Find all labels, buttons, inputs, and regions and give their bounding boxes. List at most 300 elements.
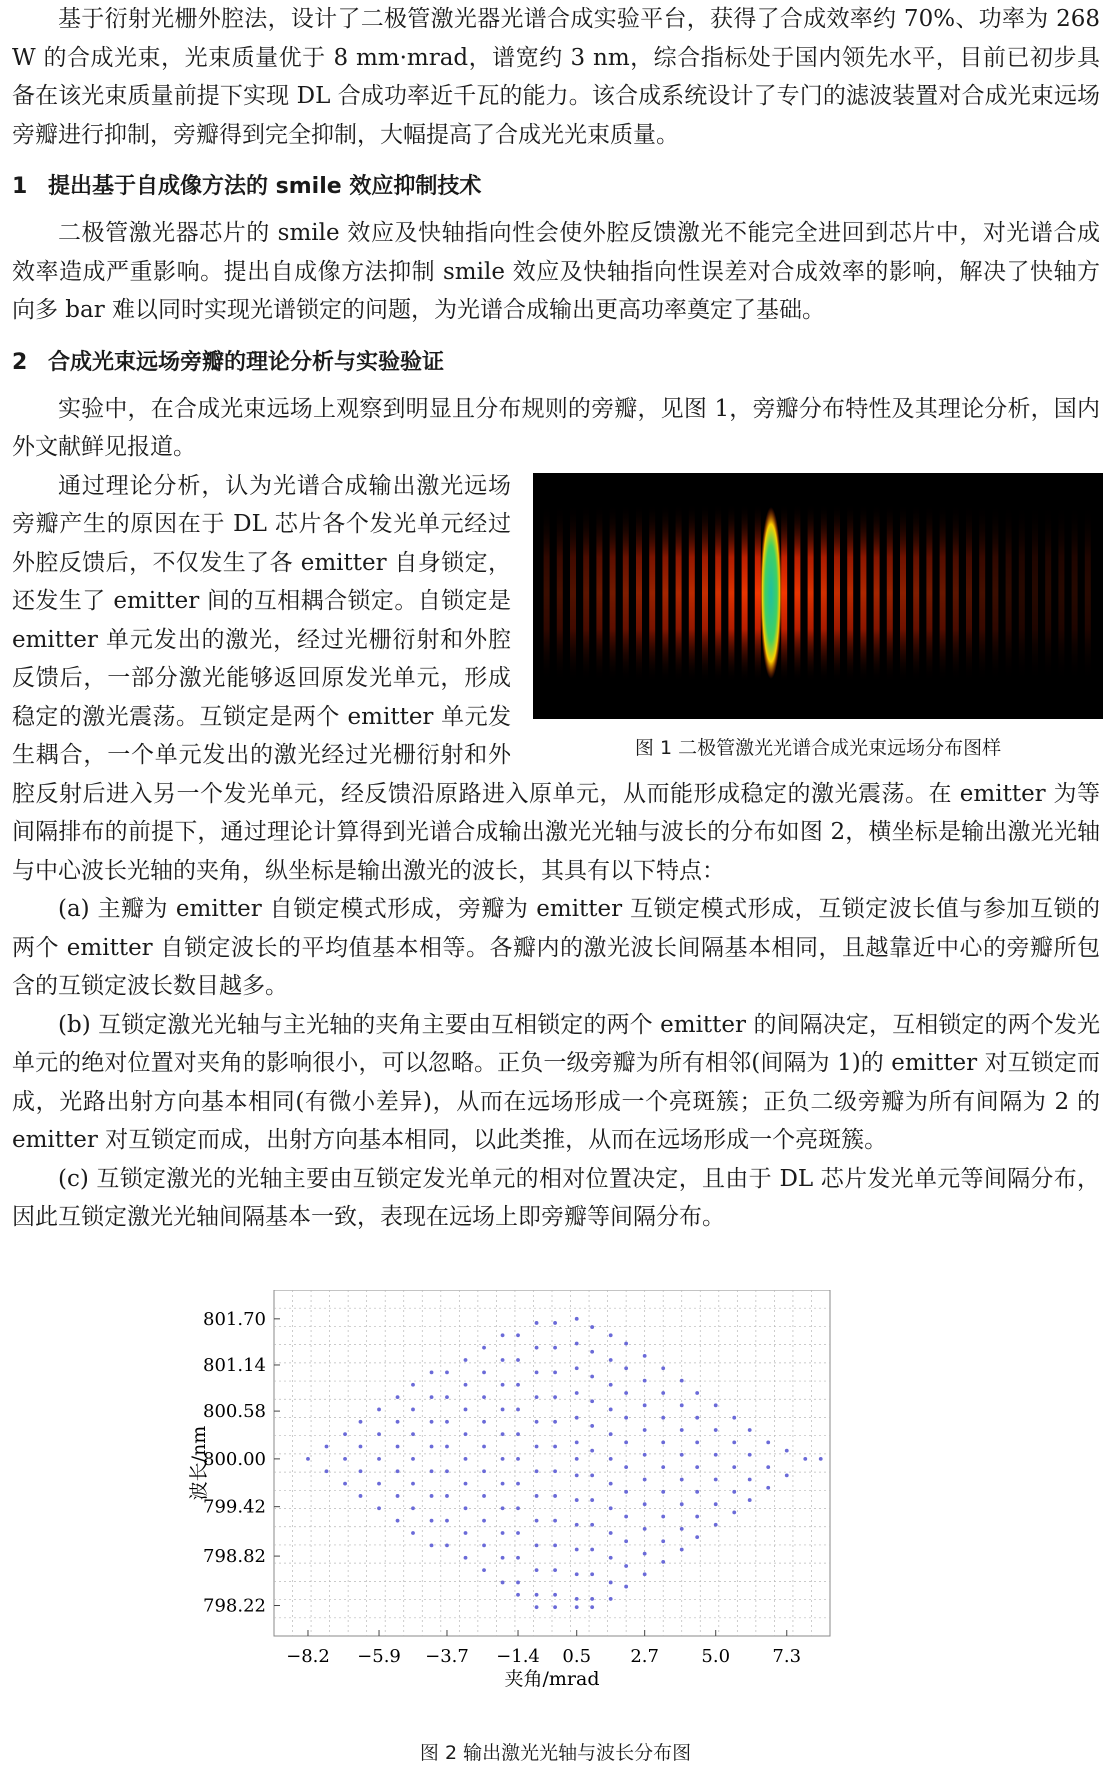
data-point (430, 1469, 434, 1473)
data-point (624, 1416, 628, 1420)
far-field-pattern-svg (533, 473, 1103, 719)
data-point (575, 1572, 579, 1576)
data-point (535, 1469, 539, 1473)
data-point (575, 1416, 579, 1420)
data-point (501, 1432, 505, 1436)
data-point (553, 1370, 557, 1374)
data-point (714, 1428, 718, 1432)
side-lobe-fringe (1019, 503, 1025, 683)
side-lobe-fringe (557, 503, 563, 683)
data-point (482, 1568, 486, 1572)
data-point (553, 1321, 557, 1325)
data-point (695, 1416, 699, 1420)
side-lobe-fringe (1006, 503, 1012, 683)
data-point (714, 1453, 718, 1457)
side-lobe-fringe (728, 503, 734, 683)
section-2-number: 2 (12, 349, 28, 375)
data-point (516, 1531, 520, 1535)
data-point (445, 1370, 449, 1374)
data-point (609, 1358, 613, 1362)
data-point (590, 1449, 594, 1453)
data-point (535, 1605, 539, 1609)
data-point (590, 1375, 594, 1379)
data-point (377, 1482, 381, 1486)
data-point (516, 1581, 520, 1585)
side-lobe-fringe (992, 503, 998, 683)
side-lobe-fringe (926, 503, 932, 683)
data-point (535, 1395, 539, 1399)
data-point (411, 1482, 415, 1486)
side-lobe-fringe (676, 503, 682, 683)
data-point (396, 1445, 400, 1449)
side-lobe-fringe (821, 503, 827, 683)
data-point (501, 1581, 505, 1585)
data-point (609, 1482, 613, 1486)
side-lobe-fringe (755, 503, 761, 683)
data-point (553, 1593, 557, 1597)
paragraph-smile: 二极管激光器芯片的 smile 效应及快轴指向性会使外腔反馈激光不能完全进回到芯片中，对光谱合成效率造成严重影响。提出自成像方法抑制 smile 效应及快轴指向性误差对合成效率的影响，解决了快轴方向多 bar 难以同时实现光谱锁定的问题，为光谱合成输出更高功率奠定了基础。 (12, 220, 1100, 323)
side-lobe-fringe (808, 503, 814, 683)
data-point (535, 1519, 539, 1523)
data-point (624, 1539, 628, 1543)
side-lobe-fringe (1032, 503, 1038, 683)
section-1-title: 提出基于自成像方法的 smile 效应抑制技术 (48, 174, 482, 199)
data-point (430, 1543, 434, 1547)
data-point (516, 1457, 520, 1461)
data-point (377, 1457, 381, 1461)
data-point (680, 1527, 684, 1531)
data-point (377, 1408, 381, 1412)
main-lobe (760, 507, 782, 679)
side-lobe-fringe (596, 503, 602, 683)
data-point (411, 1383, 415, 1387)
data-point (359, 1469, 363, 1473)
data-point (516, 1482, 520, 1486)
y-tick-label: 800.58 (203, 1401, 266, 1423)
data-point (714, 1478, 718, 1482)
data-point (343, 1482, 347, 1486)
data-point (553, 1420, 557, 1424)
data-point (748, 1478, 752, 1482)
data-point (661, 1441, 665, 1445)
data-point (609, 1383, 613, 1387)
figure-1-caption: 图 1 二极管激光光谱合成光束远场分布图样 (634, 736, 1002, 759)
side-lobe-fringe (662, 503, 668, 683)
data-point (575, 1366, 579, 1370)
data-point (553, 1519, 557, 1523)
y-tick-label: 800.00 (203, 1448, 266, 1470)
paragraph-intro: 基于衍射光栅外腔法，设计了二极管激光器光谱合成实验平台，获得了合成效率约 70%、功率为 268 W 的合成光束，光束质量优于 8 mm·mrad，谱宽约 3 nm，综合指标处于国内领先水平，目前已初步具备在该光束质量前提下实现 DL 合成功率近千瓦的能力。该合成系统设计了专门的滤波装置对合成光束远场旁瓣进行抑制，旁瓣得到完全抑制，大幅提高了合成光光束质量。 (12, 6, 1100, 148)
x-tick-label: −5.9 (357, 1646, 401, 1667)
side-lobe-fringe (1045, 503, 1051, 683)
data-point (732, 1416, 736, 1420)
data-point (377, 1506, 381, 1510)
figure-2 (0, 1290, 1111, 1785)
data-point (396, 1494, 400, 1498)
side-lobe-fringe (913, 503, 919, 683)
section-2-heading (12, 344, 1100, 382)
data-point (624, 1585, 628, 1589)
data-point (748, 1498, 752, 1502)
data-point (535, 1321, 539, 1325)
side-lobe-fringe (623, 503, 629, 683)
data-point (445, 1519, 449, 1523)
data-point (680, 1403, 684, 1407)
data-point (411, 1432, 415, 1436)
data-point (575, 1605, 579, 1609)
data-point (482, 1346, 486, 1350)
data-point (396, 1469, 400, 1473)
side-lobe-fringe (887, 503, 893, 683)
side-lobe-fringe (874, 503, 880, 683)
data-point (590, 1597, 594, 1601)
data-point (535, 1568, 539, 1572)
data-point (590, 1325, 594, 1329)
x-tick-label: 7.3 (772, 1646, 802, 1667)
data-point (430, 1420, 434, 1424)
data-point (661, 1515, 665, 1519)
data-point (785, 1473, 789, 1477)
data-point (535, 1543, 539, 1547)
data-point (609, 1333, 613, 1337)
data-point (695, 1535, 699, 1539)
paragraph-theory: 通过理论分析，认为光谱合成输出激光远场旁瓣产生的原因在于 DL 芯片各个发光单元经过外腔反馈后，不仅发生了各 emitter 自身锁定，还发生了 emitter 间的互相耦合锁定。自锁定是 emitter 单元发出的激光，经过光栅衍射和外腔反馈后，一部分激光能够返回原发光单元，形成稳定的激光震荡。互锁定是两个 emitter 单元发生耦合，一个单元发出的激光经过光栅衍射和外腔反射后进入另一个发光单元，经反馈沿原路进入原单元，从而能形成稳定的激光震荡。在 emitter 为等间隔排布的前提下，通过理论计算得到光谱合成输出激光光轴与波长的分布如图 2，横坐标是输出激光光轴与中心波长光轴的夹角，纵坐标是输出激光的波长，其具有以下特点： (12, 472, 1100, 884)
side-lobe-fringe (794, 503, 800, 683)
data-point (766, 1441, 770, 1445)
x-tick-label: −1.4 (496, 1646, 540, 1667)
data-point (695, 1391, 699, 1395)
data-point (377, 1432, 381, 1436)
data-point (411, 1408, 415, 1412)
data-point (359, 1445, 363, 1449)
data-point (590, 1424, 594, 1428)
data-point (680, 1478, 684, 1482)
data-point (501, 1506, 505, 1510)
data-point (359, 1420, 363, 1424)
y-tick-label: 798.22 (203, 1595, 266, 1617)
data-point (343, 1432, 347, 1436)
y-tick-label: 798.82 (203, 1546, 266, 1568)
document-page (12, 0, 1100, 1237)
side-lobe-fringe (610, 503, 616, 683)
data-point (445, 1420, 449, 1424)
side-lobe-fringe (1072, 503, 1078, 683)
data-point (661, 1416, 665, 1420)
data-point (482, 1395, 486, 1399)
data-point (411, 1531, 415, 1535)
data-point (516, 1556, 520, 1560)
side-lobe-fringe (715, 503, 721, 683)
data-point (464, 1556, 468, 1560)
data-point (661, 1391, 665, 1395)
data-point (609, 1457, 613, 1461)
side-lobe-fringe (702, 503, 708, 683)
side-lobe-fringe (649, 503, 655, 683)
data-point (411, 1457, 415, 1461)
data-point (732, 1490, 736, 1494)
side-lobe-fringe (742, 503, 748, 683)
data-point (643, 1379, 647, 1383)
data-point (430, 1370, 434, 1374)
data-point (575, 1473, 579, 1477)
side-lobe-fringe (860, 503, 866, 683)
data-point (680, 1379, 684, 1383)
side-lobes (544, 503, 1091, 683)
data-point (359, 1494, 363, 1498)
data-point (680, 1548, 684, 1552)
data-point (732, 1465, 736, 1469)
data-point (695, 1441, 699, 1445)
data-point (553, 1346, 557, 1350)
data-point (624, 1366, 628, 1370)
data-point (464, 1358, 468, 1362)
data-point (643, 1453, 647, 1457)
paragraph-feature-c: (c) 互锁定激光的光轴主要由互锁定发光单元的相对位置决定，且由于 DL 芯片发光单元等间隔分布，因此互锁定激光光轴间隔基本一致，表现在远场上即旁瓣等间隔分布。 (12, 1165, 1100, 1230)
data-point (535, 1494, 539, 1498)
data-point (609, 1506, 613, 1510)
figure-2-caption: 图 2 输出激光光轴与波长分布图 (419, 1742, 692, 1764)
data-point (575, 1391, 579, 1395)
side-lobe-fringe (979, 503, 985, 683)
data-point (575, 1597, 579, 1601)
data-point (590, 1473, 594, 1477)
data-point (661, 1539, 665, 1543)
data-point (819, 1457, 823, 1461)
data-point (464, 1531, 468, 1535)
data-point (609, 1597, 613, 1601)
data-point (590, 1498, 594, 1502)
data-point (516, 1432, 520, 1436)
data-point (590, 1523, 594, 1527)
data-point (680, 1428, 684, 1432)
data-point (445, 1445, 449, 1449)
y-tick-label: 801.70 (203, 1308, 266, 1330)
data-point (695, 1515, 699, 1519)
data-point (553, 1543, 557, 1547)
data-point (643, 1527, 647, 1531)
data-point (643, 1572, 647, 1576)
wavelength-angle-scatter-chart (0, 1290, 1111, 1730)
paragraph-experiment: 实验中，在合成光束远场上观察到明显且分布规则的旁瓣，见图 1，旁瓣分布特性及其理论分析，国内外文献鲜见报道。 (12, 395, 1100, 460)
data-point (535, 1420, 539, 1424)
side-lobe-fringe (570, 503, 576, 683)
data-point (680, 1453, 684, 1457)
side-lobe-fringe (953, 503, 959, 683)
data-point (464, 1457, 468, 1461)
side-lobe-fringe (900, 503, 906, 683)
data-point (430, 1395, 434, 1399)
data-point (482, 1420, 486, 1424)
x-tick-label: 0.5 (562, 1646, 592, 1667)
data-point (803, 1457, 807, 1461)
data-point (325, 1445, 329, 1449)
data-point (553, 1445, 557, 1449)
side-lobe-fringe (781, 503, 787, 683)
data-point (482, 1494, 486, 1498)
data-point (575, 1548, 579, 1552)
data-point (553, 1395, 557, 1399)
data-point (661, 1465, 665, 1469)
data-point (464, 1506, 468, 1510)
data-point (535, 1370, 539, 1374)
data-point (609, 1581, 613, 1585)
data-point (680, 1502, 684, 1506)
side-lobe-fringe (847, 503, 853, 683)
paragraph-feature-a: (a) 主瓣为 emitter 自锁定模式形成，旁瓣为 emitter 互锁定模式形成，互锁定波长值与参加互锁的两个 emitter 自锁定波长的平均值基本相等。各瓣内的激光波长间隔基本相同，且越靠近中心的旁瓣所包含的互锁定波长数目越多。 (12, 896, 1100, 999)
data-point (748, 1428, 752, 1432)
data-point (464, 1432, 468, 1436)
data-point (575, 1498, 579, 1502)
figure-1 (533, 473, 1103, 765)
side-lobe-fringe (689, 503, 695, 683)
side-lobe-fringe (966, 503, 972, 683)
data-point (643, 1403, 647, 1407)
data-point (575, 1441, 579, 1445)
data-point (732, 1511, 736, 1515)
data-point (464, 1408, 468, 1412)
data-point (464, 1482, 468, 1486)
data-point (609, 1432, 613, 1436)
data-point (516, 1593, 520, 1597)
data-point (575, 1457, 579, 1461)
data-point (501, 1383, 505, 1387)
data-point (430, 1494, 434, 1498)
data-point (661, 1490, 665, 1494)
data-point (501, 1333, 505, 1337)
x-tick-label: −3.7 (425, 1646, 469, 1667)
data-point (732, 1441, 736, 1445)
data-point (501, 1358, 505, 1362)
data-point (501, 1408, 505, 1412)
x-tick-label: 5.0 (701, 1646, 731, 1667)
data-point (482, 1445, 486, 1449)
data-point (766, 1465, 770, 1469)
data-point (590, 1572, 594, 1576)
data-point (575, 1342, 579, 1346)
data-point (643, 1502, 647, 1506)
data-point (590, 1350, 594, 1354)
data-point (695, 1465, 699, 1469)
data-point (590, 1399, 594, 1403)
data-point (643, 1478, 647, 1482)
data-point (325, 1469, 329, 1473)
data-point (396, 1420, 400, 1424)
data-point (624, 1342, 628, 1346)
data-point (482, 1543, 486, 1547)
side-lobe-fringe (1085, 503, 1091, 683)
y-tick-label: 799.42 (203, 1496, 266, 1518)
data-point (714, 1403, 718, 1407)
data-point (482, 1469, 486, 1473)
data-point (624, 1441, 628, 1445)
data-point (553, 1469, 557, 1473)
side-lobe-fringe (940, 503, 946, 683)
data-point (501, 1482, 505, 1486)
data-point (482, 1519, 486, 1523)
data-point (411, 1506, 415, 1510)
side-lobe-fringe (1058, 503, 1064, 683)
data-point (553, 1568, 557, 1572)
data-point (624, 1515, 628, 1519)
data-point (396, 1519, 400, 1523)
data-point (766, 1486, 770, 1490)
data-point (430, 1519, 434, 1523)
data-point (535, 1445, 539, 1449)
data-point (445, 1543, 449, 1547)
side-lobe-fringe (636, 503, 642, 683)
data-point (501, 1531, 505, 1535)
side-lobe-fringe (834, 503, 840, 683)
data-point (553, 1494, 557, 1498)
data-point (590, 1605, 594, 1609)
data-point (445, 1469, 449, 1473)
x-axis-label: 夹角/mrad (504, 1668, 600, 1690)
x-tick-label: −8.2 (286, 1646, 330, 1667)
data-point (624, 1391, 628, 1395)
data-point (516, 1358, 520, 1362)
data-point (445, 1395, 449, 1399)
data-point (609, 1408, 613, 1412)
data-point (643, 1354, 647, 1358)
data-point (643, 1428, 647, 1432)
data-point (445, 1494, 449, 1498)
data-point (575, 1523, 579, 1527)
far-field-pattern-image (533, 473, 1103, 719)
data-point (516, 1506, 520, 1510)
data-point (430, 1445, 434, 1449)
paragraph-feature-b: (b) 互锁定激光光轴与主光轴的夹角主要由互相锁定的两个 emitter 的间隔决定，互相锁定的两个发光单元的绝对位置对夹角的影响很小，可以忽略。正负一级旁瓣为所有相邻(间隔为 1)的 emitter 对互锁定而成，光路出射方向基本相同(有微小差异)，从而在远场形成一个亮斑簇；正负二级旁瓣为所有间隔为 2 的 emitter 对互锁定而成，出射方向基本相同，以此类推，从而在远场形成一个亮斑簇。 (12, 1011, 1100, 1153)
data-point (501, 1457, 505, 1461)
data-point (624, 1490, 628, 1494)
data-point (748, 1453, 752, 1457)
data-point (396, 1395, 400, 1399)
data-point (535, 1346, 539, 1350)
data-point (306, 1457, 310, 1461)
data-point (661, 1366, 665, 1370)
data-point (516, 1408, 520, 1412)
side-lobe-fringe (544, 503, 550, 683)
data-point (343, 1457, 347, 1461)
data-point (643, 1552, 647, 1556)
data-point (501, 1556, 505, 1560)
data-point (695, 1490, 699, 1494)
data-point (661, 1560, 665, 1564)
data-point (464, 1383, 468, 1387)
data-point (516, 1383, 520, 1387)
section-2-title: 合成光束远场旁瓣的理论分析与实验验证 (48, 349, 445, 375)
side-lobe-fringe (583, 503, 589, 683)
y-tick-label: 801.14 (203, 1354, 266, 1376)
data-point (624, 1564, 628, 1568)
data-point (516, 1333, 520, 1337)
x-tick-label: 2.7 (630, 1646, 659, 1667)
data-point (482, 1370, 486, 1374)
y-axis-label: 波长/nm (188, 1425, 210, 1501)
data-point (590, 1548, 594, 1552)
data-point (609, 1556, 613, 1560)
y-tick-labels (203, 1309, 280, 1617)
data-point (553, 1605, 557, 1609)
data-point (609, 1531, 613, 1535)
data-point (714, 1523, 718, 1527)
data-point (624, 1465, 628, 1469)
data-point (785, 1449, 789, 1453)
data-point (535, 1593, 539, 1597)
data-point (575, 1317, 579, 1321)
section-1-heading (12, 168, 1100, 206)
section-1-number: 1 (12, 174, 28, 199)
data-point (714, 1502, 718, 1506)
